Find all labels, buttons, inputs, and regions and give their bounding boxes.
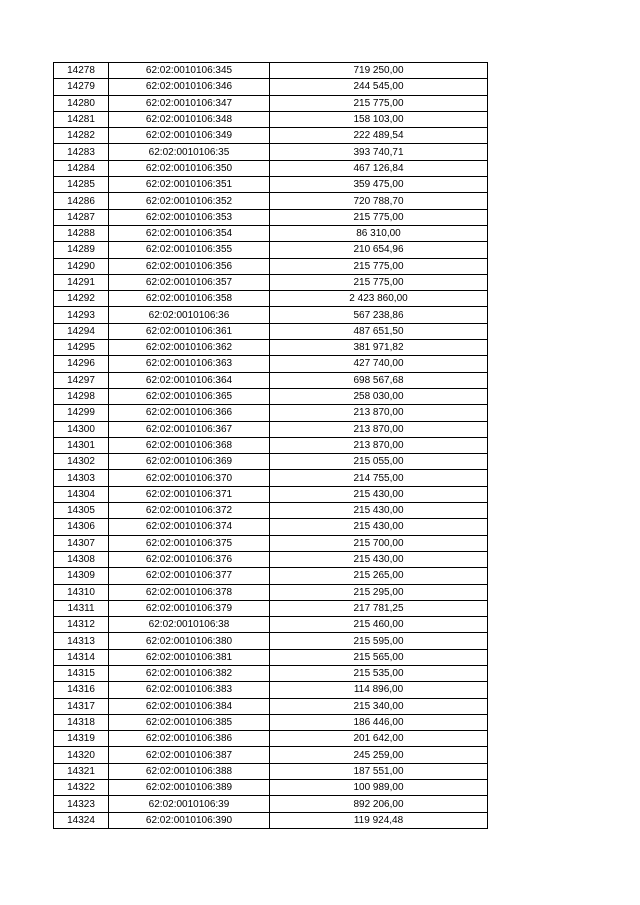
row-number-cell: 14284: [54, 160, 109, 176]
row-number-cell: 14323: [54, 796, 109, 812]
row-number-cell: 14307: [54, 535, 109, 551]
cadastral-number-cell: 62:02:0010106:346: [109, 79, 270, 95]
table-row: [54, 600, 488, 616]
cadastral-number-cell: 62:02:0010106:363: [109, 356, 270, 372]
table-row: [54, 470, 488, 486]
value-cell: 215 775,00: [270, 95, 488, 111]
row-number-cell: 14296: [54, 356, 109, 372]
row-number-cell: 14289: [54, 242, 109, 258]
row-number-cell: 14320: [54, 747, 109, 763]
row-number-cell: 14294: [54, 323, 109, 339]
row-number-cell: 14281: [54, 111, 109, 127]
value-cell: 244 545,00: [270, 79, 488, 95]
table-row: [54, 193, 488, 209]
table-row: [54, 291, 488, 307]
table-row: [54, 780, 488, 796]
table-row: [54, 796, 488, 812]
cadastral-number-cell: 62:02:0010106:347: [109, 95, 270, 111]
cadastral-number-cell: 62:02:0010106:366: [109, 405, 270, 421]
row-number-cell: 14278: [54, 63, 109, 79]
row-number-cell: 14312: [54, 617, 109, 633]
row-number-cell: 14288: [54, 225, 109, 241]
value-cell: 215 700,00: [270, 535, 488, 551]
row-number-cell: 14302: [54, 454, 109, 470]
cadastral-number-cell: 62:02:0010106:357: [109, 274, 270, 290]
value-cell: 187 551,00: [270, 763, 488, 779]
row-number-cell: 14299: [54, 405, 109, 421]
cadastral-number-cell: 62:02:0010106:351: [109, 177, 270, 193]
cadastral-number-cell: 62:02:0010106:390: [109, 812, 270, 828]
row-number-cell: 14324: [54, 812, 109, 828]
row-number-cell: 14316: [54, 682, 109, 698]
row-number-cell: 14321: [54, 763, 109, 779]
cadastral-number-cell: 62:02:0010106:384: [109, 698, 270, 714]
row-number-cell: 14317: [54, 698, 109, 714]
value-cell: 215 430,00: [270, 551, 488, 567]
table-body: [54, 63, 488, 829]
table-row: [54, 812, 488, 828]
row-number-cell: 14301: [54, 437, 109, 453]
value-cell: 215 535,00: [270, 665, 488, 681]
value-cell: 467 126,84: [270, 160, 488, 176]
table-row: [54, 177, 488, 193]
cadastral-number-cell: 62:02:0010106:380: [109, 633, 270, 649]
row-number-cell: 14310: [54, 584, 109, 600]
row-number-cell: 14290: [54, 258, 109, 274]
value-cell: 222 489,54: [270, 128, 488, 144]
cadastral-number-cell: 62:02:0010106:356: [109, 258, 270, 274]
table-row: [54, 63, 488, 79]
value-cell: 487 651,50: [270, 323, 488, 339]
table-row: [54, 307, 488, 323]
value-cell: 210 654,96: [270, 242, 488, 258]
table-row: [54, 111, 488, 127]
value-cell: 215 460,00: [270, 617, 488, 633]
table-row: [54, 698, 488, 714]
cadastral-number-cell: 62:02:0010106:368: [109, 437, 270, 453]
cadastral-number-cell: 62:02:0010106:365: [109, 388, 270, 404]
cadastral-number-cell: 62:02:0010106:377: [109, 568, 270, 584]
row-number-cell: 14322: [54, 780, 109, 796]
cadastral-number-cell: 62:02:0010106:375: [109, 535, 270, 551]
cadastral-number-cell: 62:02:0010106:355: [109, 242, 270, 258]
table-row: [54, 323, 488, 339]
row-number-cell: 14292: [54, 291, 109, 307]
table-row: [54, 519, 488, 535]
cadastral-number-cell: 62:02:0010106:364: [109, 372, 270, 388]
row-number-cell: 14286: [54, 193, 109, 209]
value-cell: 217 781,25: [270, 600, 488, 616]
cadastral-number-cell: 62:02:0010106:367: [109, 421, 270, 437]
value-cell: 215 295,00: [270, 584, 488, 600]
cadastral-number-cell: 62:02:0010106:352: [109, 193, 270, 209]
table-row: [54, 79, 488, 95]
row-number-cell: 14283: [54, 144, 109, 160]
cadastral-number-cell: 62:02:0010106:362: [109, 340, 270, 356]
row-number-cell: 14308: [54, 551, 109, 567]
cadastral-number-cell: 62:02:0010106:39: [109, 796, 270, 812]
value-cell: 393 740,71: [270, 144, 488, 160]
table-row: [54, 274, 488, 290]
value-cell: 201 642,00: [270, 731, 488, 747]
row-number-cell: 14297: [54, 372, 109, 388]
cadastral-number-cell: 62:02:0010106:361: [109, 323, 270, 339]
row-number-cell: 14282: [54, 128, 109, 144]
value-cell: 215 430,00: [270, 486, 488, 502]
value-cell: 719 250,00: [270, 63, 488, 79]
table-row: [54, 372, 488, 388]
table-row: [54, 144, 488, 160]
cadastral-number-cell: 62:02:0010106:376: [109, 551, 270, 567]
table-row: [54, 437, 488, 453]
table-row: [54, 95, 488, 111]
cadastral-number-cell: 62:02:0010106:354: [109, 225, 270, 241]
cadastral-number-cell: 62:02:0010106:345: [109, 63, 270, 79]
row-number-cell: 14293: [54, 307, 109, 323]
value-cell: 567 238,86: [270, 307, 488, 323]
row-number-cell: 14313: [54, 633, 109, 649]
value-cell: 114 896,00: [270, 682, 488, 698]
cadastral-number-cell: 62:02:0010106:385: [109, 714, 270, 730]
table-row: [54, 242, 488, 258]
table-row: [54, 763, 488, 779]
cadastral-number-cell: 62:02:0010106:374: [109, 519, 270, 535]
value-cell: 213 870,00: [270, 437, 488, 453]
row-number-cell: 14314: [54, 649, 109, 665]
table-row: [54, 454, 488, 470]
value-cell: 215 340,00: [270, 698, 488, 714]
cadastral-number-cell: 62:02:0010106:36: [109, 307, 270, 323]
value-cell: 258 030,00: [270, 388, 488, 404]
value-cell: 214 755,00: [270, 470, 488, 486]
value-cell: 158 103,00: [270, 111, 488, 127]
table-row: [54, 747, 488, 763]
table-row: [54, 714, 488, 730]
value-cell: 215 775,00: [270, 258, 488, 274]
row-number-cell: 14305: [54, 503, 109, 519]
table-row: [54, 340, 488, 356]
table-row: [54, 486, 488, 502]
cadastral-number-cell: 62:02:0010106:378: [109, 584, 270, 600]
table-row: [54, 633, 488, 649]
table-row: [54, 258, 488, 274]
cadastral-number-cell: 62:02:0010106:369: [109, 454, 270, 470]
value-cell: 213 870,00: [270, 421, 488, 437]
cadastral-number-cell: 62:02:0010106:350: [109, 160, 270, 176]
row-number-cell: 14285: [54, 177, 109, 193]
cadastral-number-cell: 62:02:0010106:371: [109, 486, 270, 502]
table-row: [54, 551, 488, 567]
row-number-cell: 14311: [54, 600, 109, 616]
value-cell: 215 430,00: [270, 519, 488, 535]
table-row: [54, 421, 488, 437]
row-number-cell: 14295: [54, 340, 109, 356]
cadastral-number-cell: 62:02:0010106:389: [109, 780, 270, 796]
cadastral-number-cell: 62:02:0010106:381: [109, 649, 270, 665]
cadastral-value-table: [53, 62, 488, 829]
value-cell: 215 265,00: [270, 568, 488, 584]
row-number-cell: 14300: [54, 421, 109, 437]
value-cell: 186 446,00: [270, 714, 488, 730]
value-cell: 215 565,00: [270, 649, 488, 665]
value-cell: 119 924,48: [270, 812, 488, 828]
value-cell: 215 430,00: [270, 503, 488, 519]
table-row: [54, 649, 488, 665]
row-number-cell: 14287: [54, 209, 109, 225]
row-number-cell: 14315: [54, 665, 109, 681]
table-row: [54, 584, 488, 600]
table-row: [54, 535, 488, 551]
table-row: [54, 617, 488, 633]
cadastral-number-cell: 62:02:0010106:372: [109, 503, 270, 519]
table-row: [54, 568, 488, 584]
cadastral-number-cell: 62:02:0010106:348: [109, 111, 270, 127]
value-cell: 892 206,00: [270, 796, 488, 812]
table-row: [54, 356, 488, 372]
value-cell: 213 870,00: [270, 405, 488, 421]
row-number-cell: 14279: [54, 79, 109, 95]
table-row: [54, 225, 488, 241]
value-cell: 245 259,00: [270, 747, 488, 763]
cadastral-number-cell: 62:02:0010106:349: [109, 128, 270, 144]
cadastral-number-cell: 62:02:0010106:38: [109, 617, 270, 633]
table-row: [54, 405, 488, 421]
cadastral-number-cell: 62:02:0010106:383: [109, 682, 270, 698]
row-number-cell: 14306: [54, 519, 109, 535]
value-cell: 381 971,82: [270, 340, 488, 356]
table-row: [54, 682, 488, 698]
cadastral-number-cell: 62:02:0010106:382: [109, 665, 270, 681]
cadastral-number-cell: 62:02:0010106:388: [109, 763, 270, 779]
row-number-cell: 14291: [54, 274, 109, 290]
value-cell: 86 310,00: [270, 225, 488, 241]
table-row: [54, 503, 488, 519]
cadastral-number-cell: 62:02:0010106:35: [109, 144, 270, 160]
table-row: [54, 388, 488, 404]
row-number-cell: 14309: [54, 568, 109, 584]
value-cell: 215 775,00: [270, 274, 488, 290]
cadastral-number-cell: 62:02:0010106:387: [109, 747, 270, 763]
table-row: [54, 128, 488, 144]
cadastral-number-cell: 62:02:0010106:358: [109, 291, 270, 307]
value-cell: 720 788,70: [270, 193, 488, 209]
value-cell: 215 775,00: [270, 209, 488, 225]
cadastral-number-cell: 62:02:0010106:386: [109, 731, 270, 747]
value-cell: 215 055,00: [270, 454, 488, 470]
row-number-cell: 14280: [54, 95, 109, 111]
value-cell: 427 740,00: [270, 356, 488, 372]
table-row: [54, 731, 488, 747]
row-number-cell: 14319: [54, 731, 109, 747]
value-cell: 2 423 860,00: [270, 291, 488, 307]
row-number-cell: 14303: [54, 470, 109, 486]
row-number-cell: 14298: [54, 388, 109, 404]
table-row: [54, 665, 488, 681]
value-cell: 698 567,68: [270, 372, 488, 388]
row-number-cell: 14304: [54, 486, 109, 502]
table-row: [54, 160, 488, 176]
value-cell: 215 595,00: [270, 633, 488, 649]
cadastral-number-cell: 62:02:0010106:370: [109, 470, 270, 486]
cadastral-number-cell: 62:02:0010106:353: [109, 209, 270, 225]
value-cell: 100 989,00: [270, 780, 488, 796]
value-cell: 359 475,00: [270, 177, 488, 193]
row-number-cell: 14318: [54, 714, 109, 730]
table-row: [54, 209, 488, 225]
cadastral-number-cell: 62:02:0010106:379: [109, 600, 270, 616]
